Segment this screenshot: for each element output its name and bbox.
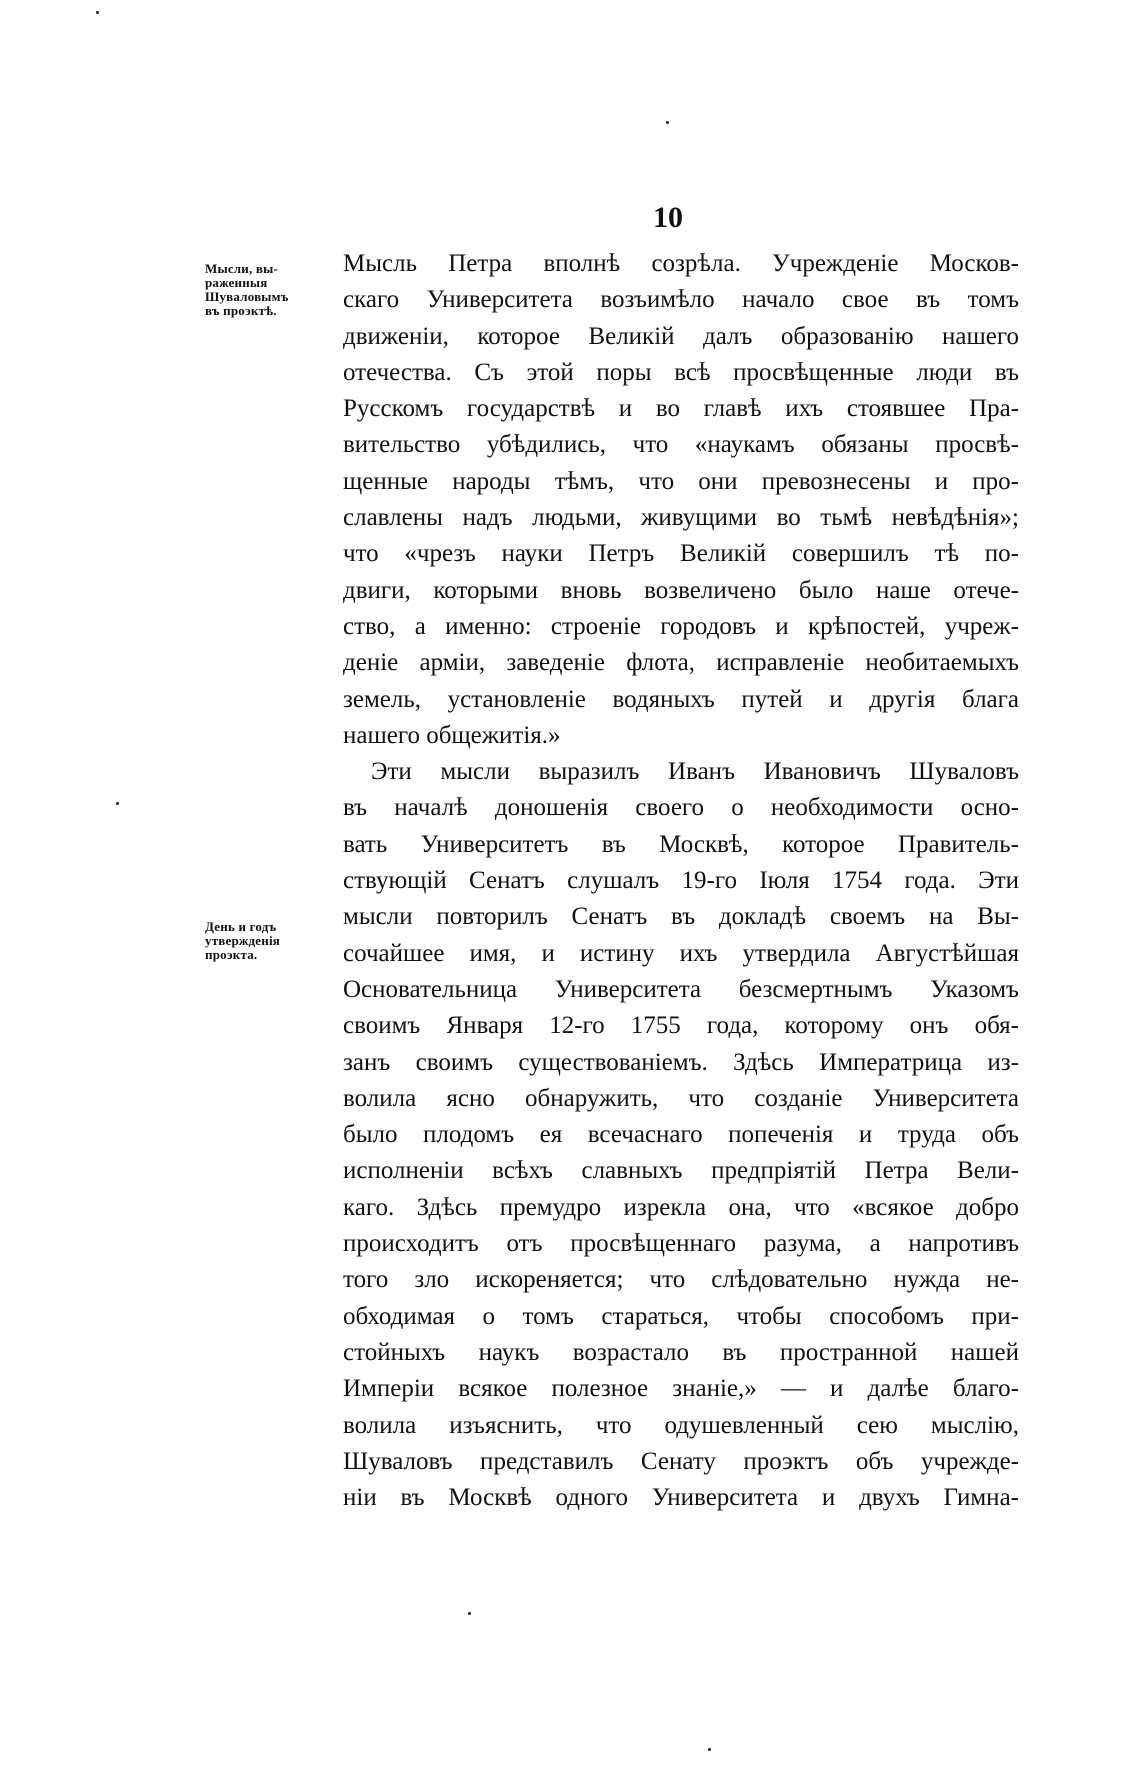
text-line: въ началѣ доношенія своего о необходимости осно-: [343, 794, 1019, 822]
text-line: Имперіи всякое полезное знаніе,» — и далѣе благо-: [343, 1375, 1019, 1403]
margin-note-line: утвержденія: [205, 933, 281, 948]
scan-speck: [468, 1612, 471, 1615]
text-line: Шуваловъ представилъ Сенату проэктъ объ учрежде-: [343, 1447, 1019, 1475]
text-line: Мысль Петра вполнѣ созрѣла. Учрежденіе Москов-: [343, 250, 1019, 277]
text-line: ствующій Сенатъ слушалъ 19-го Іюля 1754 года. Эти: [343, 867, 1019, 895]
text-line: волила изъяснить, что одушевленный сею мыслію,: [343, 1411, 1019, 1439]
text-line: ніи въ Москвѣ одного Университета и двухъ Гимна-: [343, 1484, 1019, 1512]
text-line: движеніи, которое Великій далъ образованію нашего: [343, 322, 1019, 350]
margin-note-line: День и годъ: [205, 919, 277, 934]
scan-speck: [666, 121, 669, 124]
text-line: мысли повторилъ Сенатъ въ докладѣ своемъ на Вы-: [343, 903, 1019, 931]
text-line: что «чрезъ науки Петръ Великій совершилъ тѣ по-: [343, 540, 1019, 568]
text-line: стойныхъ наукъ возрастало въ пространной нашей: [343, 1338, 1019, 1366]
text-line: Основательница Университета безсмертнымъ Указомъ: [343, 975, 1019, 1003]
text-line: Эти мысли выразилъ Иванъ Ивановичъ Шуваловъ: [371, 758, 1019, 786]
text-line: своимъ Января 12-го 1755 года, которому онъ обя-: [343, 1012, 1019, 1040]
scan-speck: [96, 11, 99, 14]
paragraph-1: [343, 246, 1019, 754]
text-line: занъ своимъ существованіемъ. Здѣсь Императрица из-: [343, 1048, 1019, 1076]
page-number: 10: [653, 201, 683, 234]
text-line: вительство убѣдились, что «наукамъ обязаны просвѣ-: [343, 431, 1019, 459]
scan-speck: [708, 1748, 711, 1751]
margin-note-thoughts: [205, 262, 345, 318]
text-line: нашего общежитія.»: [343, 721, 561, 749]
text-line: Русскомъ государствѣ и во главѣ ихъ стоявшее Пра-: [343, 395, 1019, 423]
margin-note-line: Шуваловымъ: [205, 289, 289, 304]
text-line: щенные народы тѣмъ, что они превознесены и про-: [343, 467, 1019, 495]
text-line: волила ясно обнаружить, что созданіе Университета: [343, 1084, 1019, 1112]
text-line: двиги, которыми вновь возвеличено было наше отече-: [343, 576, 1019, 604]
margin-note-line: проэкта.: [205, 947, 258, 962]
text-line: исполненіи всѣхъ славныхъ предпріятій Петра Вели-: [343, 1157, 1019, 1185]
paragraph-2: [343, 754, 1019, 1516]
text-line: ство, а именно: строеніе городовъ и крѣпостей, учреж-: [343, 612, 1019, 640]
text-line: обходимая о томъ стараться, чтобы способомъ при-: [343, 1302, 1019, 1330]
text-line: отечества. Съ этой поры всѣ просвѣщенные люди въ: [343, 358, 1019, 386]
scan-speck: [116, 802, 119, 805]
margin-note-approval-date: [205, 920, 345, 962]
text-line: вать Университетъ въ Москвѣ, которое Правитель-: [343, 830, 1019, 858]
text-line: деніе арміи, заведеніе флота, исправленіе необитаемыхъ: [343, 649, 1019, 677]
text-line: того зло искореняется; что слѣдовательно нужда не-: [343, 1266, 1019, 1294]
text-line: было плодомъ ея всечаснаго попеченія и труда объ: [343, 1121, 1019, 1149]
body-text: [343, 246, 1019, 1516]
text-line: каго. Здѣсь премудро изрекла она, что «всякое добро: [343, 1193, 1019, 1221]
text-line: происходитъ отъ просвѣщеннаго разума, а напротивъ: [343, 1230, 1019, 1258]
margin-note-line: раженныя: [205, 275, 268, 290]
margin-note-line: въ проэктѣ.: [205, 303, 277, 318]
text-line: сочайшее имя, и истину ихъ утвердила Августѣйшая: [343, 939, 1019, 967]
text-line: скаго Университета возъимѣло начало свое въ томъ: [343, 286, 1019, 314]
text-line: славлены надъ людьми, живущими во тьмѣ невѣдѣнія»;: [343, 504, 1019, 532]
text-line: земель, установленіе водяныхъ путей и другія блага: [343, 685, 1019, 713]
margin-note-line: Мысли, вы-: [205, 261, 278, 276]
